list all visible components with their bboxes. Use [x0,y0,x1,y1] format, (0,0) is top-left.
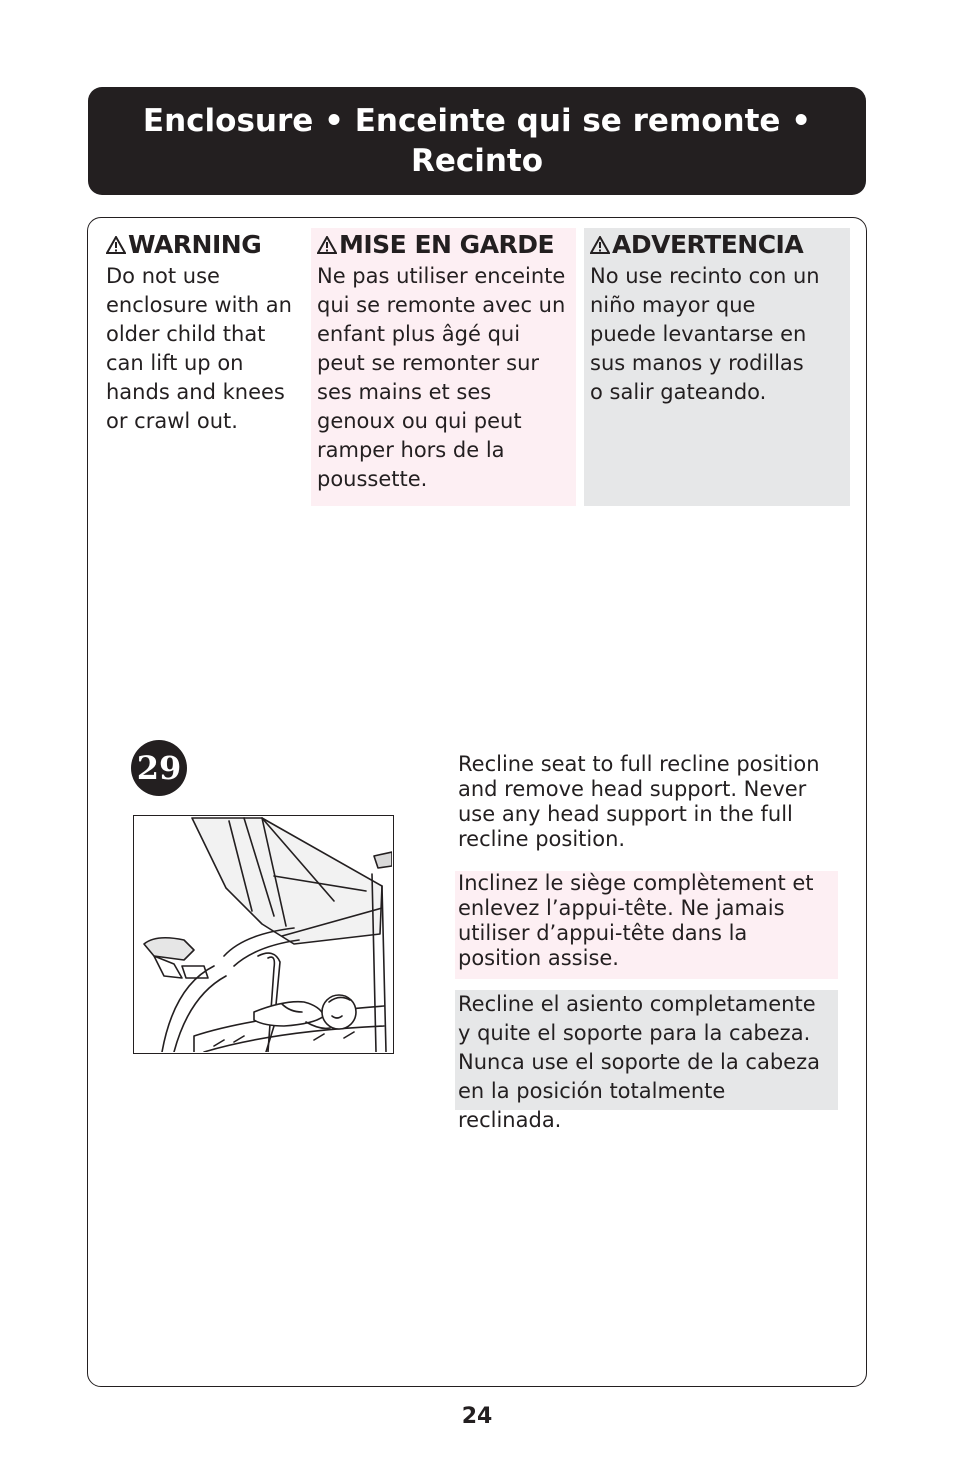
warning-heading-label: WARNING [128,230,262,259]
step-number-badge: 29 [131,740,187,796]
section-title-bar [88,87,866,195]
warning-triangle-icon [317,236,337,254]
warning-heading-english [106,228,300,262]
warning-text-french: Ne pas utiliser enceinte qui se remonte avec un enfant plus âgé qui peut se remonter sur ses mains et ses genoux ou qui peut ramper hors de la poussette. [317,264,566,491]
warning-triangle-icon [106,236,126,254]
warning-heading-label: ADVERTENCIA [612,230,804,259]
step-instruction-french: Inclinez le siège complètement et enlevez l’appui-tête. Ne jamais utiliser d’appui-tête dans la position assise. [455,871,838,979]
warning-block-french [311,228,576,506]
step-instruction-spanish: Recline el asiento completamente y quite el soporte para la cabeza. Nunca use el soporte de la cabeza en la posición totalmente reclinada. [455,990,838,1110]
stroller-reclined-infant-illustration [133,815,394,1054]
warning-heading-spanish [590,228,844,262]
step-instruction-english: Recline seat to full recline position and remove head support. Never use any head support in the full recline position. [458,752,820,851]
section-title: Enclosure • Enceinte qui se remonte • Recinto [142,103,812,179]
warning-block-english [100,228,306,506]
warning-heading-label: MISE EN GARDE [339,230,555,259]
page-number: 24 [461,1404,493,1429]
warning-text-english: Do not use enclosure with an older child that can lift up on hands and knees or crawl out. [106,264,292,433]
warning-block-spanish [584,228,850,506]
illustration-drawing [134,816,392,1052]
warning-text-spanish: No use recinto con un niño mayor que puede levantarse en sus manos y rodillas o salir gateando. [590,264,820,404]
warning-heading-french [317,228,570,262]
warning-triangle-icon [590,236,610,254]
